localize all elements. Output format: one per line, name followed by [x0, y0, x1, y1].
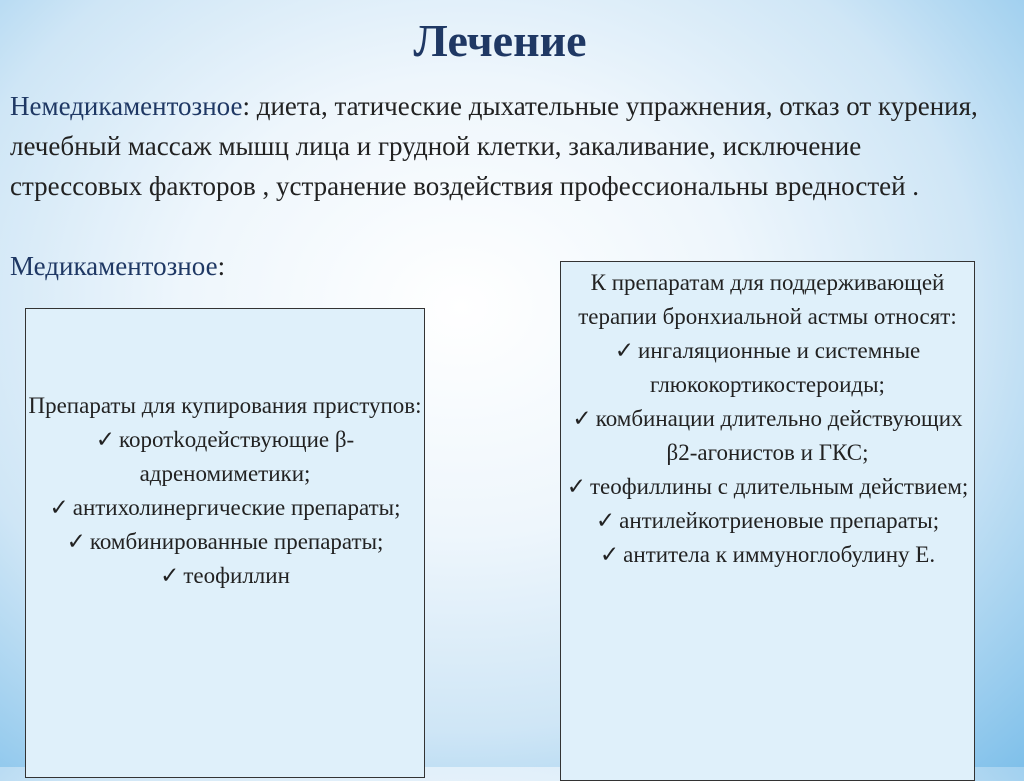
- non-drug-colon: :: [242, 91, 250, 121]
- check-icon: ✓: [614, 338, 635, 363]
- relief-drugs-list: [26, 423, 424, 593]
- maintenance-therapy-box: [560, 261, 975, 781]
- check-icon: ✓: [66, 529, 86, 554]
- check-icon: ✓: [572, 406, 592, 431]
- list-item: ✓ коротkодействующие β-адреномиметики;: [95, 427, 355, 486]
- page-title: Лечение: [413, 15, 587, 66]
- drug-label: Медикаментозное: [10, 251, 218, 281]
- list-item: ✓ ингаляционные и системные глюкокортикостероиды;: [614, 338, 921, 397]
- check-icon: ✓: [160, 563, 180, 588]
- drug-colon: :: [217, 251, 226, 281]
- relief-drugs-heading: Препараты для купирования приступов:: [28, 393, 422, 418]
- list-item: ✓ антихолинергические препараты;: [49, 495, 401, 520]
- maintenance-therapy-list: [561, 334, 974, 572]
- relief-drugs-box: [25, 308, 425, 778]
- non-drug-text: диета, татические дыхательные упражнения, отказ от курения, лечебный массаж мышц лица и грудной клетки, закаливание, исключение стрессовых факторов , устранение воздействия профессиональны вредностей .: [10, 91, 978, 201]
- list-item: ✓ антилейкотриеновые препараты;: [595, 508, 940, 533]
- list-item: ✓ комбинации длительно действующих β2-агонистов и ГКС;: [572, 406, 963, 465]
- list-item: ✓ комбинированные препараты;: [66, 529, 384, 554]
- drug-heading: [10, 246, 225, 286]
- check-icon: ✓: [599, 542, 620, 567]
- check-icon: ✓: [595, 508, 616, 533]
- maintenance-therapy-heading: К препаратам для поддерживающей терапии бронхиальной астмы относят:: [578, 270, 957, 329]
- list-item: ✓ теофиллины с длительным действием;: [566, 474, 969, 499]
- check-icon: ✓: [95, 427, 116, 452]
- list-item: ✓ теофиллин: [160, 563, 290, 588]
- check-icon: ✓: [49, 495, 69, 520]
- non-drug-paragraph: [10, 86, 1000, 206]
- check-icon: ✓: [566, 474, 586, 499]
- list-item: ✓ антитела к иммуноглобулину Е.: [599, 542, 936, 567]
- non-drug-label: Немедикаментозное: [10, 91, 243, 121]
